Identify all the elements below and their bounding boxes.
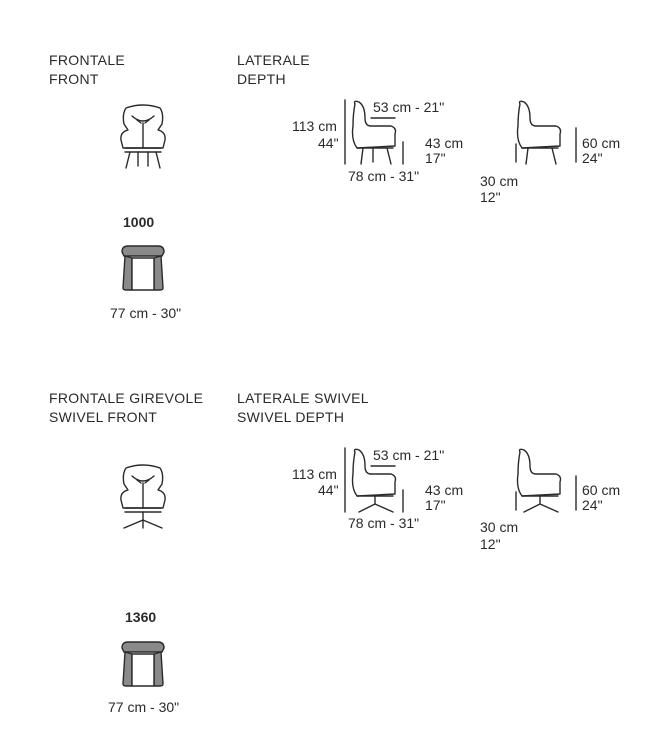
depth-label: 78 cm - 31": [348, 168, 420, 184]
swivel-clearance-in: 12": [480, 536, 501, 552]
clearance-in: 12": [480, 189, 501, 205]
seat-height-cm: 43 cm: [425, 135, 464, 151]
swivel-front-label-it: FRONTALE GIREVOLE: [49, 390, 204, 406]
clearance-cm: 30 cm: [480, 173, 519, 189]
side-label-en: DEPTH: [237, 71, 286, 87]
armchair-side-arm-icon: [508, 100, 568, 170]
arm-height-in: 24": [582, 150, 603, 166]
side-label-it: LATERALE: [237, 52, 310, 68]
swivel-height-in: 44": [318, 482, 339, 498]
height-in: 44": [318, 135, 339, 151]
armchair-top-icon: [120, 244, 166, 292]
swivel-side-label-en: SWIVEL DEPTH: [237, 409, 345, 425]
width-label: 77 cm - 30": [110, 305, 182, 321]
swivel-width-label: 77 cm - 30": [108, 699, 180, 715]
swivel-front-label-en: SWIVEL FRONT: [49, 409, 158, 425]
arm-height-cm: 60 cm: [582, 135, 621, 151]
swivel-seat-height-in: 17": [425, 497, 446, 513]
swivel-arm-depth: 53 cm - 21'': [373, 447, 445, 463]
height-cm: 113 cm: [292, 118, 337, 134]
swivel-clearance-cm: 30 cm: [480, 519, 519, 535]
swivel-armchair-top-icon: [120, 640, 166, 688]
swivel-height-cm: 113 cm: [292, 466, 337, 482]
swivel-depth-label: 78 cm - 31": [348, 515, 420, 531]
front-label-en: FRONT: [49, 71, 99, 87]
armchair-side-icon: [343, 100, 413, 168]
swivel-armchair-side-arm-icon: [508, 448, 568, 518]
arm-depth: 53 cm - 21'': [373, 99, 445, 115]
model-code: 1000: [123, 214, 155, 230]
swivel-arm-height-in: 24": [582, 497, 603, 513]
swivel-armchair-side-icon: [343, 448, 413, 516]
swivel-armchair-front-icon: [118, 464, 168, 530]
swivel-arm-height-cm: 60 cm: [582, 482, 621, 498]
front-label-it: FRONTALE: [49, 52, 126, 68]
swivel-model-code: 1360: [125, 609, 157, 625]
seat-height-in: 17": [425, 150, 446, 166]
swivel-seat-height-cm: 43 cm: [425, 482, 464, 498]
armchair-front-icon: [118, 104, 168, 170]
swivel-side-label-it: LATERALE SWIVEL: [237, 390, 369, 406]
